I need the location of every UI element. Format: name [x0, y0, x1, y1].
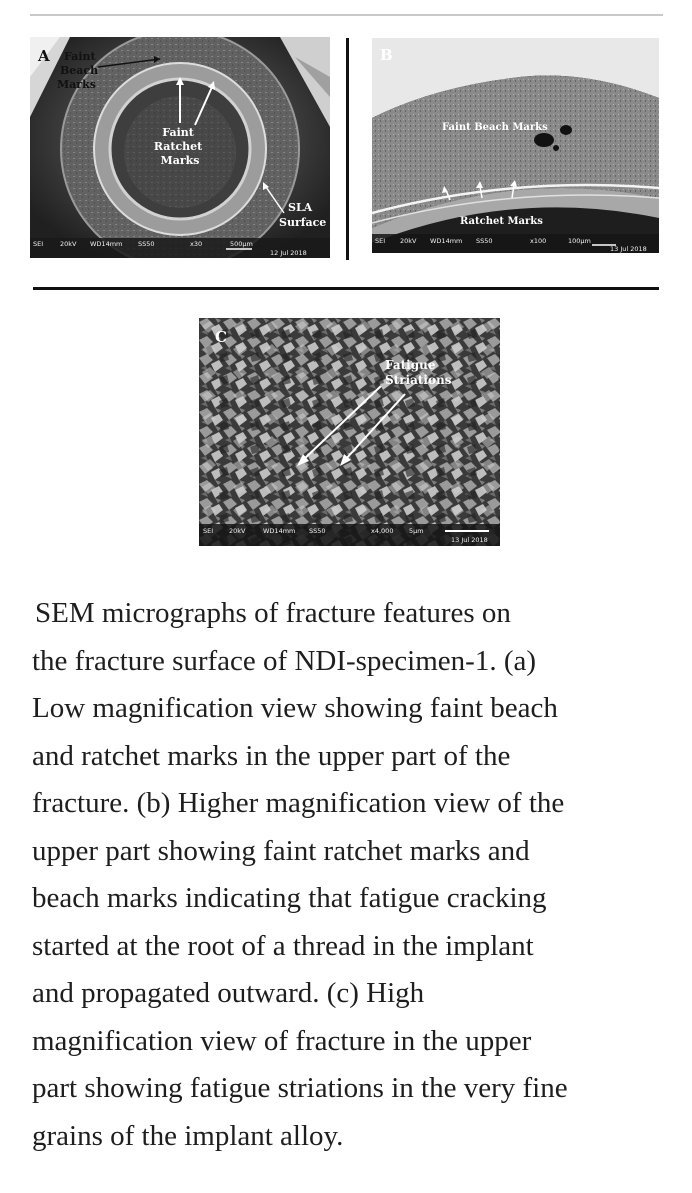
faint-beach-marks-label: Faint Beach Marks [57, 50, 99, 91]
micrograph-panel-a [30, 37, 330, 258]
caption-line: and propagated outward. (c) High [32, 977, 425, 1009]
caption-line: Low magnification view showing faint beach [32, 692, 558, 724]
panel-c-date: 13 Jul 2018 [451, 536, 488, 544]
panel-c-info-bar: SEI 20kV WD14mm SS50 x4,000 5μm [203, 527, 424, 535]
panel-b-date: 13 Jul 2018 [610, 245, 647, 253]
top-divider [30, 14, 663, 16]
caption-line: SEM micrographs of fracture features on [35, 597, 511, 629]
micrograph-panel-c [199, 318, 500, 546]
panel-b-info-bar: SEI 20kV WD14mm SS50 x100 100μm [375, 237, 591, 245]
caption-line: the fracture surface of NDI-specimen-1. (a) [32, 644, 537, 677]
caption-line: started at the root of a thread in the implant [32, 929, 534, 962]
panel-a-date: 12 Jul 2018 [270, 249, 307, 257]
faint-beach-marks-label-b: Faint Beach Marks [442, 122, 548, 133]
figure-caption [32, 590, 672, 1160]
panel-separator-horizontal [33, 287, 659, 290]
fatigue-striations-label: Fatigue Striations [385, 358, 452, 387]
caption-line: and ratchet marks in the upper part of the [32, 739, 511, 772]
panel-separator-vertical [346, 38, 349, 260]
caption-line: fracture. (b) Higher magnification view of the [32, 787, 565, 819]
caption-line: magnification view of fracture in the upper [32, 1024, 532, 1057]
caption-line: part showing fatigue striations in the very fine [32, 1072, 568, 1104]
svg-text:C: C [215, 328, 227, 346]
caption-line: grains of the implant alloy. [32, 1119, 344, 1152]
sla-surface-label: SLA Surface [279, 201, 327, 229]
panel-a-info-bar: SEI 20kV WD14mm SS50 x30 500μm [33, 240, 253, 248]
micrograph-panel-b [372, 38, 659, 253]
ratchet-marks-label-b: Ratchet Marks [460, 216, 543, 227]
caption-line: beach marks indicating that fatigue cracking [32, 882, 547, 914]
svg-text:B: B [380, 46, 393, 64]
svg-text:A: A [38, 47, 50, 65]
faint-ratchet-marks-label: Faint Ratchet Marks [153, 126, 203, 167]
caption-line: upper part showing faint ratchet marks and [32, 834, 530, 867]
